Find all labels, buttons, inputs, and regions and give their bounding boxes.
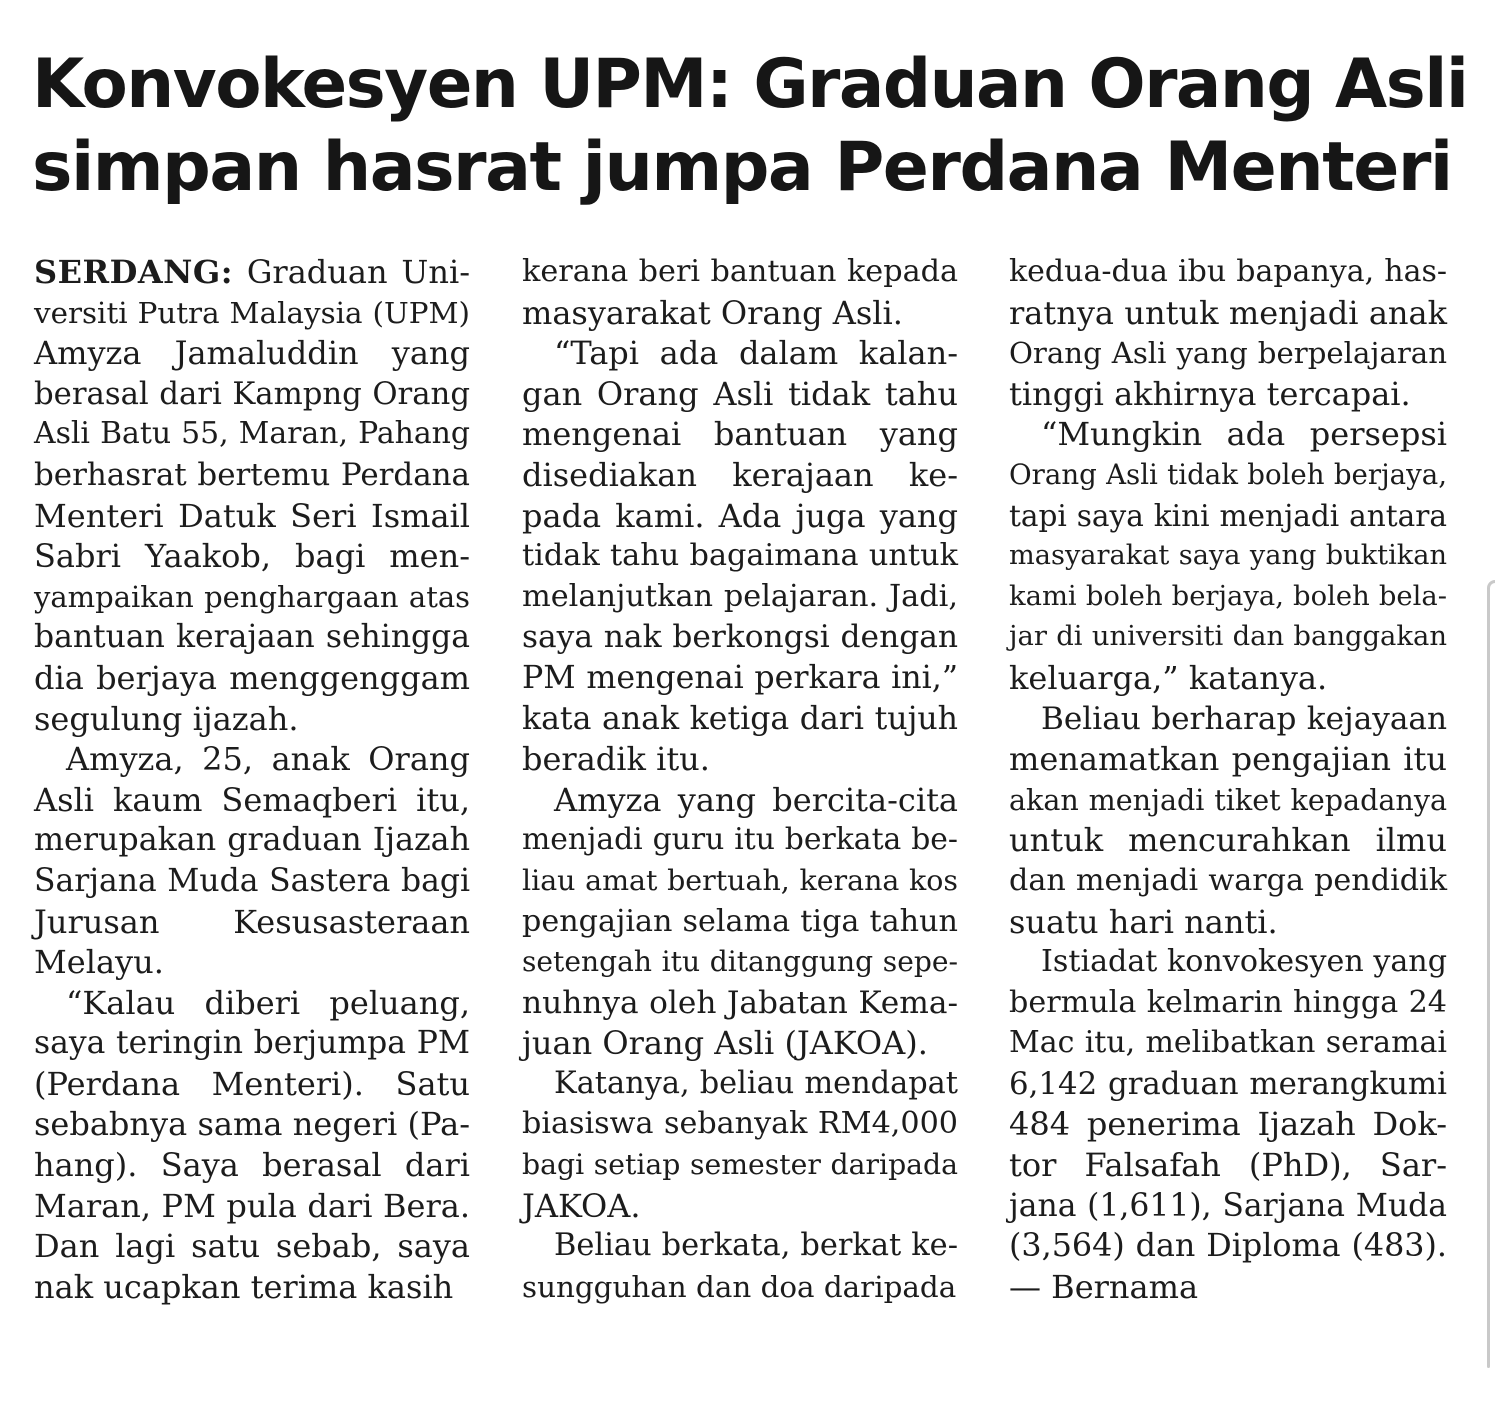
dateline-continuation: Graduan Uni- (233, 253, 470, 291)
text-line: 484 penerima Ijazah Dok- (1009, 1105, 1447, 1144)
article-column-1 (34, 252, 470, 1307)
text-line: merupakan graduan Ijazah (34, 822, 470, 859)
text-line: Melayu. (34, 943, 164, 982)
text-line: pengajian selama tiga tahun (522, 903, 958, 939)
text-line: untuk mencurahkan ilmu (1009, 821, 1447, 860)
text-line: bantuan kerajaan sehingga (34, 619, 470, 656)
article-paragraph (1009, 414, 1447, 698)
text-line: Orang Asli tidak boleh berjaya, (1009, 457, 1447, 491)
text-line: Jurusan Kesusasteraan (34, 902, 470, 941)
text-line: Katanya, beliau mendapat (554, 1065, 958, 1101)
text-line: nuhnya oleh Jabatan Kema- (522, 984, 958, 1021)
text-line (34, 252, 470, 293)
text-line: “Kalau diberi peluang, (66, 983, 470, 1022)
text-line: Mac itu, melibatkan seramai (1009, 1025, 1447, 1061)
text-line: Asli Batu 55, Maran, Pahang (34, 416, 470, 452)
article-paragraph (522, 1064, 958, 1226)
text-line: (3,564) dan Diploma (483). (1009, 1228, 1447, 1265)
text-line: Sabri Yaakob, bagi men- (34, 537, 470, 576)
article-paragraph (522, 252, 958, 333)
text-line: Maran, PM pula dari Bera. (34, 1186, 470, 1225)
text-line: saya nak berkongsi dengan (522, 619, 958, 656)
headline-line-1: Konvokesyen UPM: Graduan Orang Asli (32, 44, 1468, 123)
text-line: JAKOA. (522, 1186, 641, 1225)
text-line: dan menjadi warga pendidik (1009, 862, 1447, 898)
text-line: berasal dari Kampng Orang (34, 375, 470, 412)
article-paragraph (522, 780, 958, 1064)
text-line: segulung ijazah. (34, 699, 299, 738)
text-line: sungguhan dan doa daripada (522, 1269, 957, 1304)
text-line: Menteri Datuk Seri Ismail (34, 496, 470, 535)
text-line: kata anak ketiga dari tujuh (522, 700, 958, 737)
text-line: Amyza, 25, anak Orang (66, 740, 470, 779)
text-line: melanjutkan pelajaran. Jadi, (522, 578, 958, 614)
text-line: masyarakat Orang Asli. (522, 293, 903, 332)
article-paragraph (522, 1226, 958, 1307)
text-line: sebabnya sama negeri (Pa- (34, 1105, 470, 1144)
text-line: kedua-dua ibu bapanya, has- (1009, 254, 1447, 289)
text-line: Amyza Jamaluddin yang (34, 334, 470, 373)
text-line: bermula kelmarin hingga 24 (1009, 984, 1447, 1020)
article-column-2 (522, 252, 958, 1307)
text-line: kerana beri bantuan kepada (522, 254, 958, 289)
text-line: Asli kaum Semaqberi itu, (34, 780, 470, 819)
text-line: juan Orang Asli (JAKOA). (522, 1024, 928, 1063)
article-paragraph (1009, 942, 1447, 1307)
text-line: — Bernama (1009, 1267, 1199, 1306)
text-line: berhasrat bertemu Perdana (34, 456, 470, 493)
text-line: biasiswa sebanyak RM4,000 (522, 1106, 958, 1142)
text-line: tinggi akhirnya tercapai. (1009, 374, 1411, 413)
article-paragraph (34, 252, 470, 739)
article-column-3 (1009, 252, 1447, 1307)
text-line: masyarakat saya yang buktikan (1009, 540, 1447, 572)
scroll-indicator[interactable] (1487, 588, 1490, 1368)
text-line: “Tapi ada dalam kalan- (554, 334, 958, 373)
dateline: SERDANG: (34, 253, 234, 291)
text-line: “Mungkin ada persepsi (1041, 415, 1447, 454)
text-line: saya teringin berjumpa PM (34, 1025, 470, 1062)
text-line: 6,142 graduan merangkumi (1009, 1065, 1447, 1102)
text-line: Sarjana Muda Sastera bagi (34, 862, 470, 899)
text-line: Istiadat konvokesyen yang (1041, 944, 1447, 980)
text-line: gan Orang Asli tidak tahu (522, 374, 958, 413)
text-line: disediakan kerajaan ke- (522, 455, 958, 494)
text-line: suatu hari nanti. (1009, 902, 1278, 941)
text-line: ratnya untuk menjadi anak (1009, 293, 1447, 332)
text-line: nak ucapkan terima kasih (34, 1267, 454, 1306)
text-line: tor Falsafah (PhD), Sar- (1009, 1146, 1447, 1185)
article-paragraph (522, 333, 958, 780)
article-paragraph (34, 739, 470, 983)
text-line: Beliau berharap kejayaan (1041, 700, 1447, 737)
text-line: bagi setiap semester daripada (522, 1148, 958, 1182)
text-line: jar di universiti dan banggakan (1009, 621, 1447, 653)
text-line: yampaikan penghargaan atas (34, 579, 470, 614)
article-paragraph (1009, 699, 1447, 943)
text-line: pada kami. Ada juga yang (522, 496, 958, 535)
text-line: Amyza yang bercita-cita (554, 780, 958, 819)
text-line: akan menjadi tiket kepadanya (1009, 782, 1447, 817)
text-line: PM mengenai perkara ini,” (522, 659, 958, 696)
headline-line-2: simpan hasrat jumpa Perdana Menteri (32, 128, 1452, 207)
article-paragraph (1009, 252, 1447, 414)
text-line: dia berjaya menggenggam (34, 658, 470, 697)
text-line: liau amat bertuah, kerana kos (522, 863, 958, 897)
text-line: versiti Putra Malaysia (UPM) (34, 295, 470, 330)
text-line: Dan lagi satu sebab, saya (34, 1227, 470, 1266)
text-line: Beliau berkata, berkat ke- (554, 1228, 958, 1264)
text-line: menamatkan pengajian itu (1009, 740, 1447, 779)
article-paragraph (34, 983, 470, 1308)
text-line: hang). Saya berasal dari (34, 1146, 470, 1185)
text-line: mengenai bantuan yang (522, 415, 958, 454)
article-headline (32, 42, 1472, 210)
text-line: tapi saya kini menjadi antara (1009, 498, 1447, 533)
text-line: tidak tahu bagaimana untuk (522, 538, 958, 574)
text-line: Orang Asli yang berpelajaran (1009, 336, 1447, 371)
text-line: keluarga,” katanya. (1009, 658, 1328, 697)
text-line: menjadi guru itu berkata be- (522, 822, 958, 858)
text-line: jana (1,611), Sarjana Muda (1009, 1187, 1447, 1224)
text-line: beradik itu. (522, 740, 710, 779)
text-line: (Perdana Menteri). Satu (34, 1064, 470, 1103)
text-line: kami boleh berjaya, boleh bela- (1009, 580, 1447, 612)
text-line: setengah itu ditanggung sepe- (522, 945, 958, 979)
